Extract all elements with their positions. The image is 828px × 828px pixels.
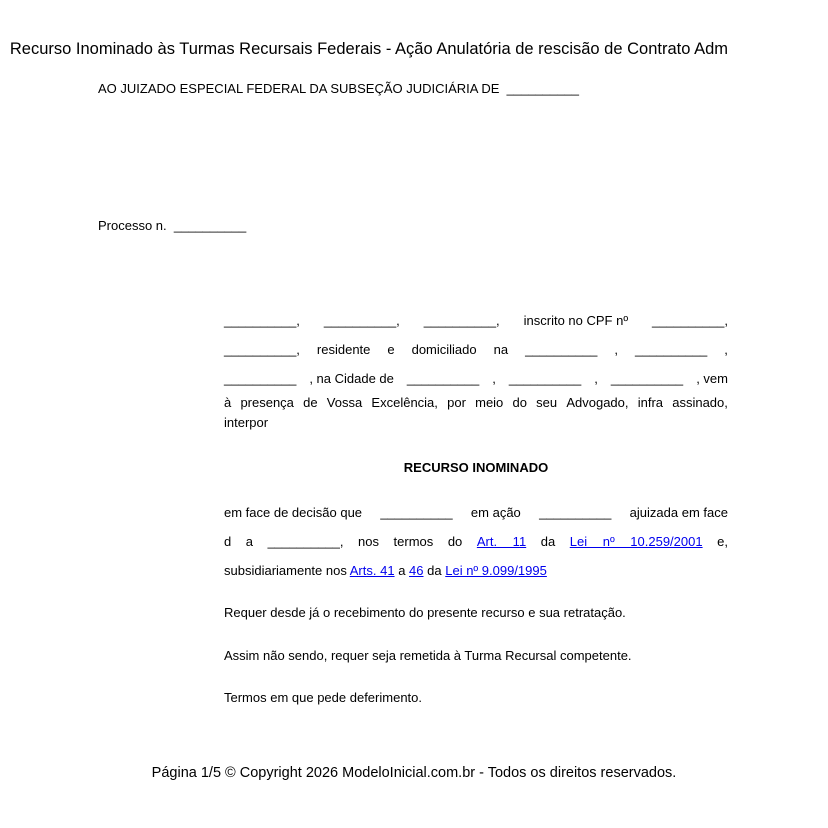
decision-paragraph (224, 498, 728, 585)
word: infra (637, 395, 664, 410)
word: domiciliado (411, 342, 477, 357)
decision-line-1 (224, 498, 728, 527)
word: meio (475, 395, 504, 410)
closing-paragraph: Termos em que pede deferimento. (224, 690, 422, 705)
addressee-line (98, 81, 579, 96)
request-paragraph: Requer desde já o recebimento do presente recurso e sua retratação. (224, 605, 626, 620)
word: à (224, 395, 232, 410)
blank-field: __________, (423, 313, 500, 328)
page-footer: Página 1/5 © Copyright 2026 ModeloInicial.com.br - Todos os direitos reservados. (151, 765, 677, 781)
document-title-text: Recurso Inominado às Turmas Recursais Federais - Ação Anulatória de rescisão de Contrato Adm (9, 40, 728, 58)
section-heading: RECURSO INOMINADO (403, 460, 549, 475)
addressee-blank: __________ (506, 81, 579, 96)
document-title (0, 40, 728, 64)
word: seu (536, 395, 558, 410)
word: Advogado, (566, 395, 629, 410)
blank-field: __________ (380, 505, 453, 520)
word: por (447, 395, 466, 410)
blank-field: __________, (652, 313, 728, 328)
process-label: Processo n. (98, 218, 167, 233)
blank-field: __________ (525, 342, 598, 357)
blank-field: __________ (406, 371, 480, 386)
blank-field: __________ (508, 371, 582, 386)
word: , (614, 342, 618, 357)
word: e, (717, 534, 728, 549)
word: em face de decisão que (224, 505, 363, 520)
blank-field: __________ (610, 371, 684, 386)
word: residente (316, 342, 371, 357)
blank-field: __________, (267, 534, 344, 549)
word: da (540, 534, 556, 549)
word: , (594, 371, 598, 386)
process-number (98, 218, 246, 233)
intro-line-5: interpor (224, 415, 269, 430)
cpf-label: inscrito no CPF nº (523, 313, 629, 328)
word: d (224, 534, 232, 549)
word: do (447, 534, 463, 549)
word: ajuizada em face (629, 505, 728, 520)
blank-field: __________ (539, 505, 612, 520)
word: termos (393, 534, 434, 549)
word: da (427, 563, 442, 578)
word: a (245, 534, 254, 549)
addressee-text: AO JUIZADO ESPECIAL FEDERAL DA SUBSEÇÃO JUDICIÁRIA DE (98, 81, 500, 96)
word: , (492, 371, 496, 386)
blank-field: __________, (224, 313, 300, 328)
decision-line-2 (224, 527, 728, 556)
decision-line-3 (224, 556, 728, 585)
process-blank: __________ (173, 218, 247, 233)
blank-field: __________, (323, 313, 400, 328)
word: nos (358, 534, 379, 549)
word: na (493, 342, 509, 357)
alternative-paragraph: Assim não sendo, requer seja remetida à Turma Recursal competente. (224, 648, 632, 663)
art-46-link[interactable]: 46 (409, 563, 424, 578)
word: , vem (696, 371, 728, 386)
blank-field: __________ (634, 342, 708, 357)
city-label: , na Cidade de (309, 371, 394, 386)
word: em ação (470, 505, 521, 520)
lei-10259-link[interactable]: Lei nº 10.259/2001 (569, 534, 703, 549)
art-11-link[interactable]: Art. 11 (476, 534, 527, 549)
word: , (724, 342, 728, 357)
word: Vossa (326, 395, 363, 410)
intro-line-2 (224, 335, 728, 364)
intro-line-3 (224, 364, 728, 393)
word: e (387, 342, 395, 357)
intro-paragraph (224, 306, 728, 433)
word: Excelência, (371, 395, 438, 410)
word: presença (240, 395, 294, 410)
blank-field: __________ (224, 371, 297, 386)
intro-line-4 (224, 393, 728, 413)
word: a (398, 563, 406, 578)
word: subsidiariamente nos (224, 563, 347, 578)
word: do (512, 395, 527, 410)
intro-line-1 (224, 306, 728, 335)
blank-field: __________, (224, 342, 300, 357)
word: de (303, 395, 318, 410)
arts-41-link[interactable]: Arts. 41 (349, 563, 395, 578)
word: assinado, (672, 395, 728, 410)
lei-9099-link[interactable]: Lei nº 9.099/1995 (445, 563, 547, 578)
